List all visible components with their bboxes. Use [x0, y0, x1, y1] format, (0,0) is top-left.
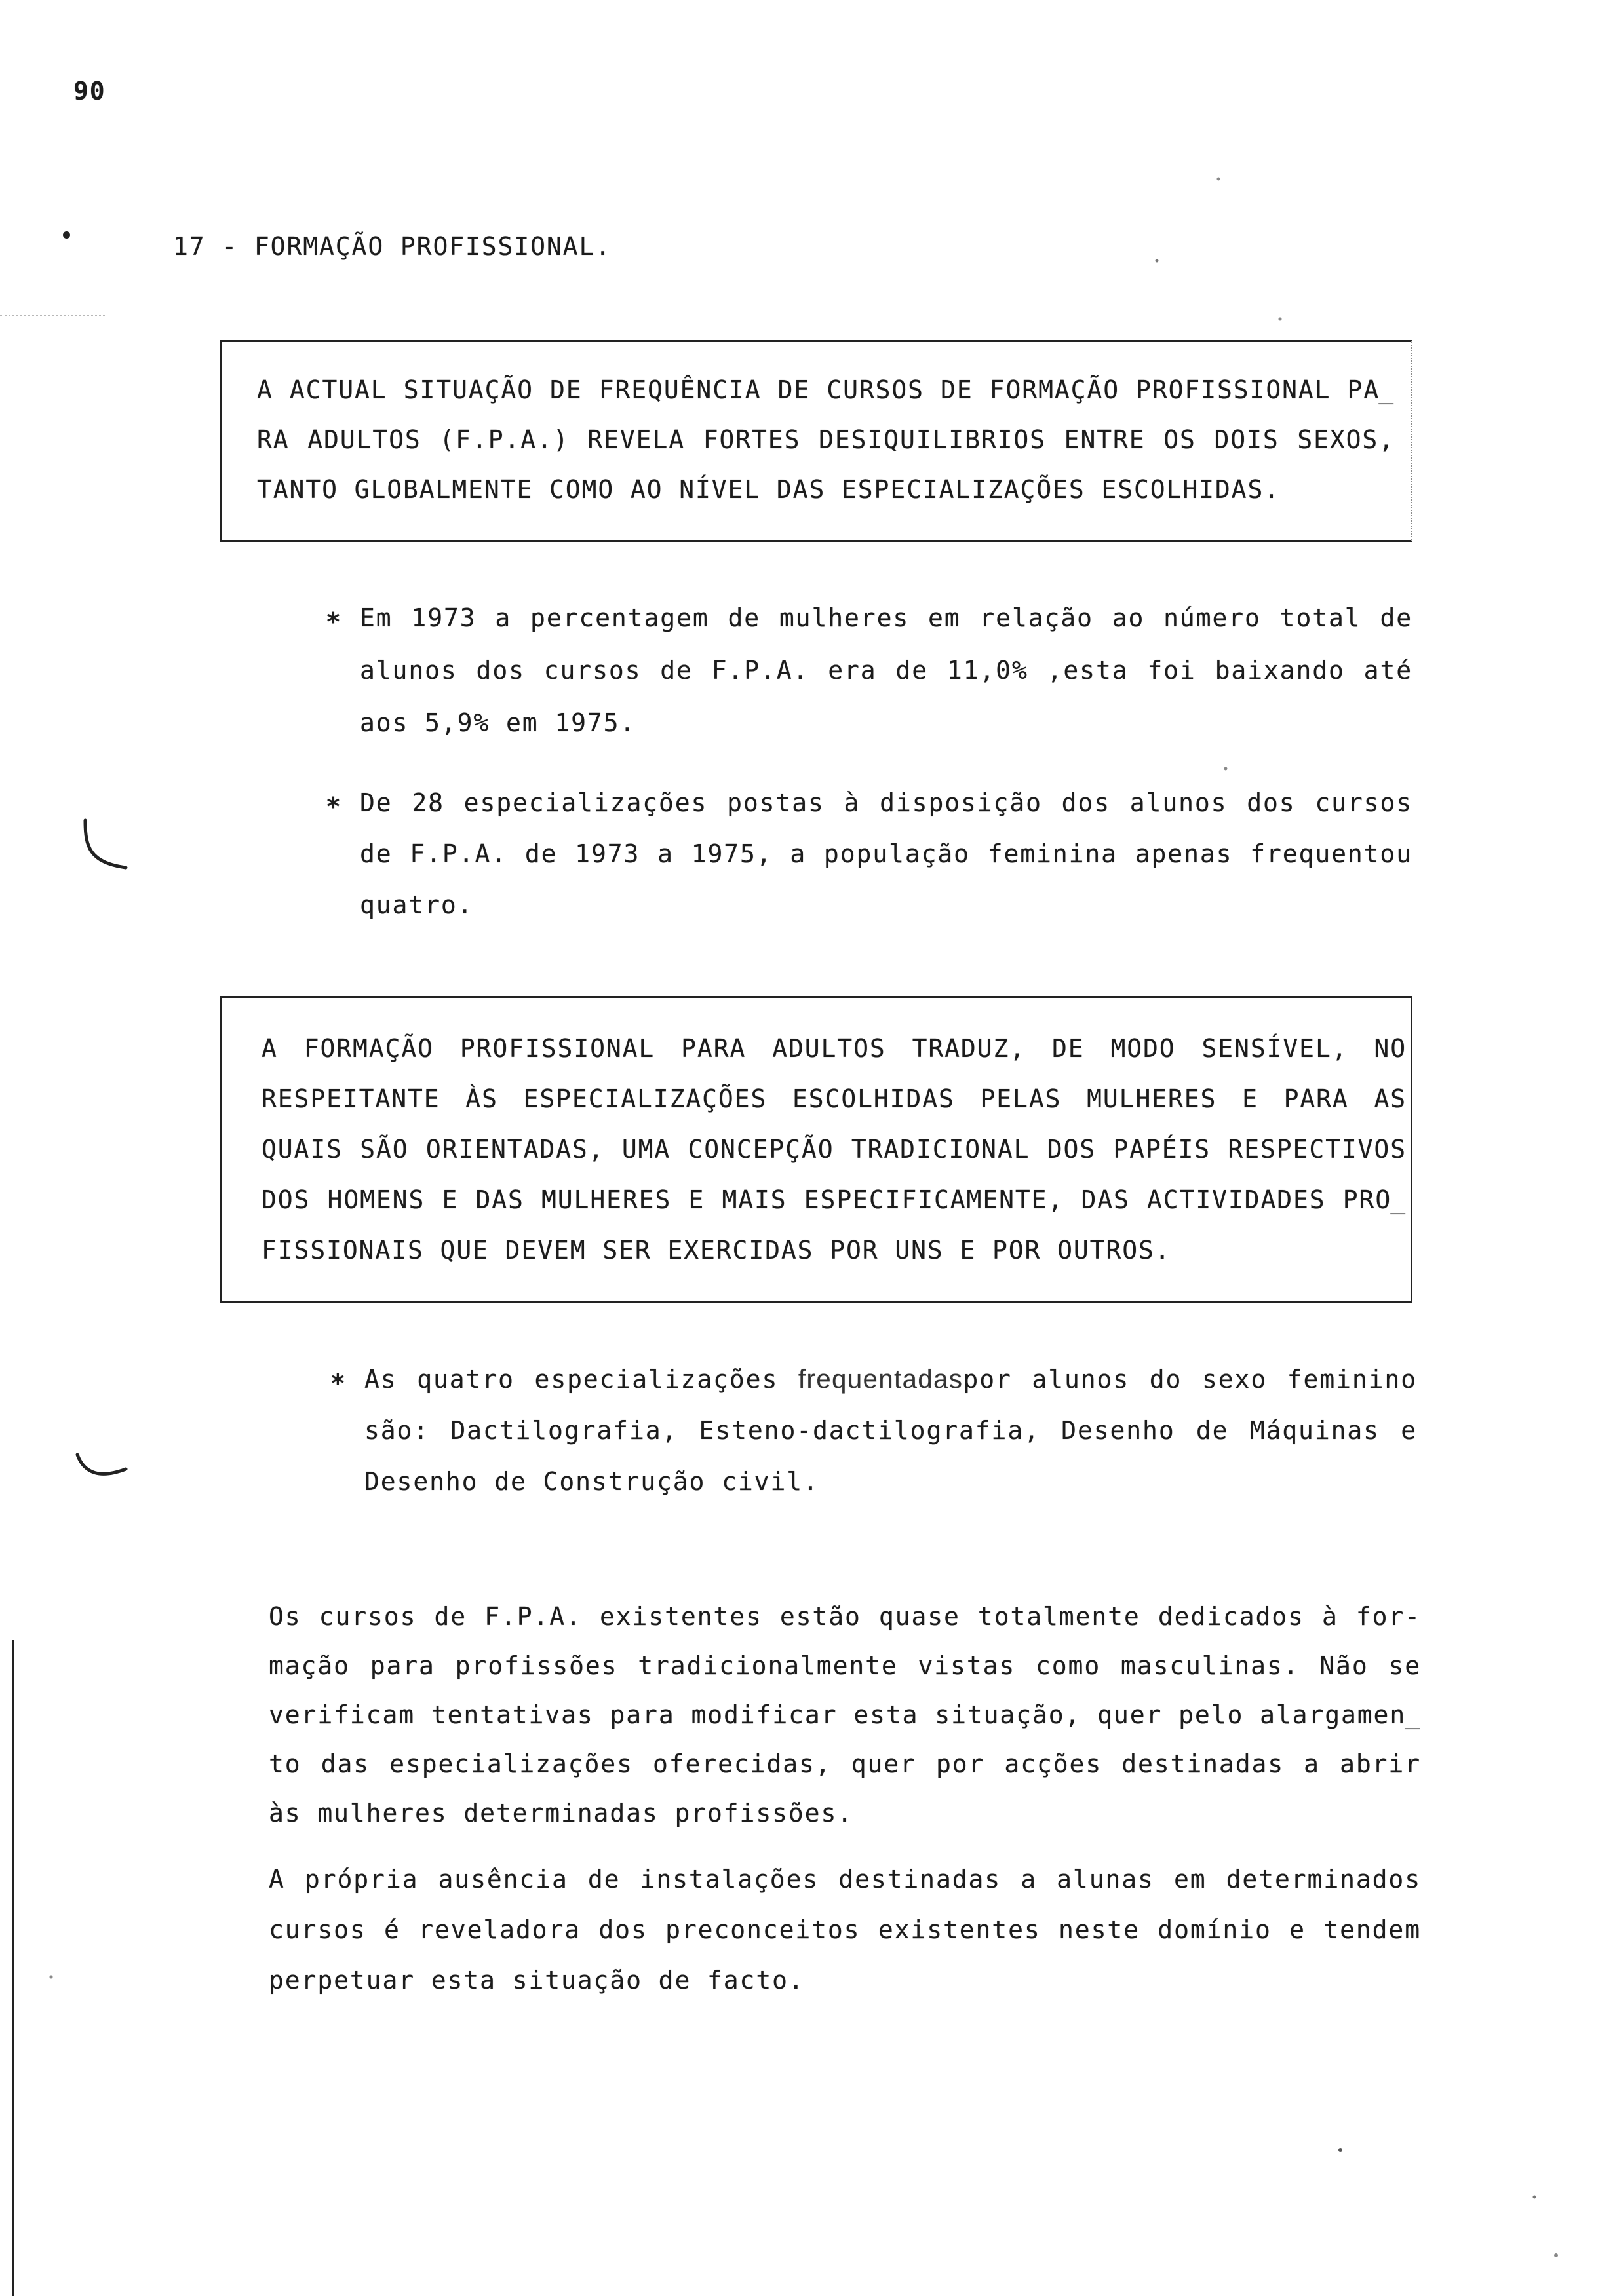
scan-speck	[50, 1976, 53, 1979]
paragraph-line: to das especializações oferecidas, quer por acções destinadas a abrir	[269, 1750, 1421, 1778]
scan-speck	[1156, 259, 1159, 263]
pen-mark-1	[77, 814, 133, 873]
scan-speck	[1224, 767, 1228, 771]
bullet-line: Em 1973 a percentagem de mulheres em relação ao número total de	[360, 603, 1412, 632]
paragraph-line: mação para profissões tradicionalmente vistas como masculinas. Não se	[269, 1651, 1421, 1680]
summary-box-line: RA ADULTOS (F.P.A.) REVELA FORTES DESIQUILIBRIOS ENTRE OS DOIS SEXOS,	[257, 425, 1395, 454]
summary-box-line: TANTO GLOBALMENTE COMO AO NÍVEL DAS ESPECIALIZAÇÕES ESCOLHIDAS.	[257, 475, 1281, 504]
summary-box-line: QUAIS SÃO ORIENTADAS, UMA CONCEPÇÃO TRADICIONAL DOS PAPÉIS RESPECTIVOS	[262, 1135, 1407, 1164]
bullet-line	[364, 1354, 1417, 1405]
summary-box-2	[220, 996, 1412, 1303]
bullet-line: aos 5,9% em 1975.	[360, 708, 636, 737]
pen-mark-2	[73, 1449, 132, 1489]
bullet-marker: *	[330, 1369, 347, 1398]
paragraph-line: cursos é reveladora dos preconceitos existentes neste domínio e tendem	[269, 1915, 1421, 1944]
summary-box-line: DOS HOMENS E DAS MULHERES E MAIS ESPECIFICAMENTE, DAS ACTIVIDADES PRO̲	[262, 1185, 1407, 1214]
scan-speck	[1279, 318, 1282, 321]
paragraph-line: às mulheres determinadas profissões.	[269, 1799, 854, 1827]
scan-speck	[1554, 2253, 1558, 2257]
scan-margin-line	[12, 1640, 14, 2296]
body-paragraph	[269, 1854, 1421, 2006]
scan-speck	[1338, 2148, 1342, 2152]
summary-box-line: RESPEITANTE ÀS ESPECIALIZAÇÕES ESCOLHIDAS PELAS MULHERES E PARA AS	[262, 1084, 1407, 1113]
scan-dotted-artifact	[0, 315, 105, 316]
bullet-text-segment: por alunos do sexo feminino	[963, 1365, 1417, 1394]
paragraph-line: Os cursos de F.P.A. existentes estão quase totalmente dedicados à for-	[269, 1602, 1421, 1631]
bullet-marker: *	[326, 607, 342, 636]
scan-speck	[1533, 2196, 1536, 2199]
bullet-line: de F.P.A. de 1973 a 1975, a população feminina apenas frequentou	[360, 839, 1412, 868]
bullet-marker: *	[326, 792, 342, 821]
summary-box-line: A ACTUAL SITUAÇÃO DE FREQUÊNCIA DE CURSOS DE FORMAÇÃO PROFISSIONAL PA̲	[257, 375, 1395, 404]
bullet-line: quatro.	[360, 890, 474, 919]
page-number: 90	[73, 77, 106, 105]
bullet-line: alunos dos cursos de F.P.A. era de 11,0% ,esta foi baixando até	[360, 656, 1412, 685]
summary-box-2-text	[262, 1024, 1407, 1276]
bullet-line: De 28 especializações postas à disposição dos alunos dos cursos	[360, 788, 1412, 817]
inserted-word: frequentadas	[798, 1365, 963, 1394]
paragraph-line: verificam tentativas para modificar esta situação, quer pelo alargamen̲	[269, 1700, 1421, 1729]
scan-speck	[1217, 178, 1220, 181]
scan-dot	[63, 231, 70, 239]
summary-box-line: A FORMAÇÃO PROFISSIONAL PARA ADULTOS TRADUZ, DE MODO SENSÍVEL, NO	[262, 1034, 1407, 1063]
paragraph-line: A própria ausência de instalações destinadas a alunas em determinados	[269, 1865, 1421, 1894]
section-heading: 17 - FORMAÇÃO PROFISSIONAL.	[173, 232, 612, 261]
bullet-line: Desenho de Construção civil.	[364, 1467, 819, 1496]
summary-box-line: FISSIONAIS QUE DEVEM SER EXERCIDAS POR UNS E POR OUTROS.	[262, 1236, 1171, 1265]
bullet-text-segment: As quatro especializações	[364, 1365, 798, 1394]
bullet-text	[364, 1354, 1417, 1507]
bullet-text	[360, 777, 1412, 930]
bullet-line: são: Dactilografia, Esteno-dactilografia, Desenho de Máquinas e	[364, 1416, 1417, 1445]
bullet-text	[360, 592, 1412, 749]
summary-box-1	[220, 340, 1412, 542]
paragraph-line: perpetuar esta situação de facto.	[269, 1966, 805, 1995]
body-paragraph	[269, 1592, 1421, 1838]
summary-box-1-text	[257, 365, 1395, 514]
